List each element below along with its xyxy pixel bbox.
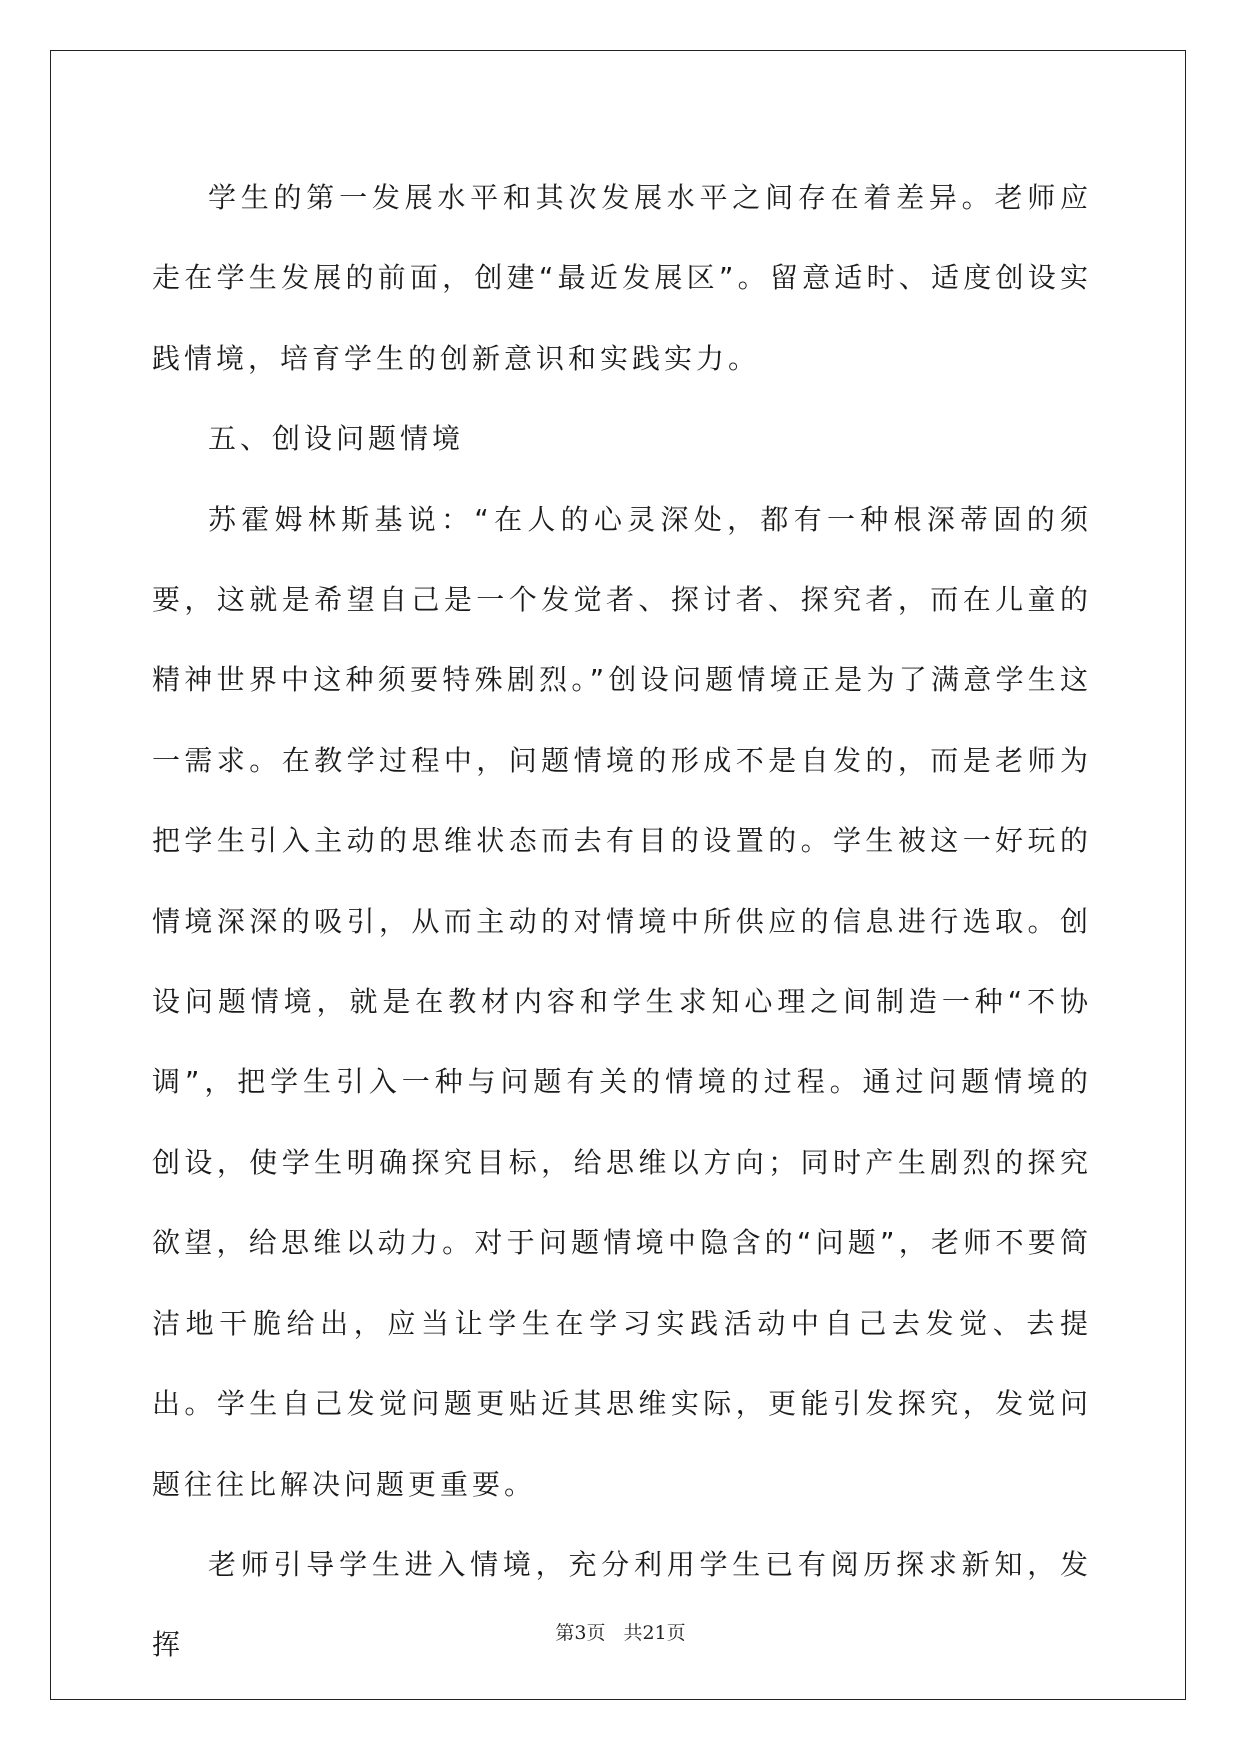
page-number: 第3页 [555,1622,606,1644]
document-body [152,158,1092,1686]
paragraph: 苏霍姆林斯基说：“在人的心灵深处，都有一种根深蒂固的须要，这就是希望自己是一个发觉者、探讨者、探究者，而在儿童的精神世界中这种须要特殊剧烈。”创设问题情境正是为了满意学生这一需求。在教学过程中，问题情境的形成不是自发的，而是老师为把学生引入主动的思维状态而去有目的设置的。学生被这一好玩的情境深深的吸引，从而主动的对情境中所供应的信息进行选取。创设问题情境，就是在教材内容和学生求知心理之间制造一种“不协调”，把学生引入一种与问题有关的情境的过程。通过问题情境的创设，使学生明确探究目标，给思维以方向；同时产生剧烈的探究欲望，给思维以动力。对于问题情境中隐含的“问题”，老师不要简洁地干脆给出，应当让学生在学习实践活动中自己去发觉、去提出。学生自己发觉问题更贴近其思维实际，更能引发探究，发觉问题往往比解决问题更重要。 [152,502,1092,1501]
section-heading: 五、创设问题情境 [208,422,465,456]
paragraph: 老师引导学生进入情境，充分利用学生已有阅历探求新知，发挥 [152,1547,1092,1662]
page-total: 共21页 [623,1622,686,1644]
paragraph: 学生的第一发展水平和其次发展水平之间存在着差异。老师应走在学生发展的前面，创建“最近发展区”。留意适时、适度创设实践情境，培育学生的创新意识和实践实力。 [152,181,1092,375]
page-footer [0,1618,1241,1645]
